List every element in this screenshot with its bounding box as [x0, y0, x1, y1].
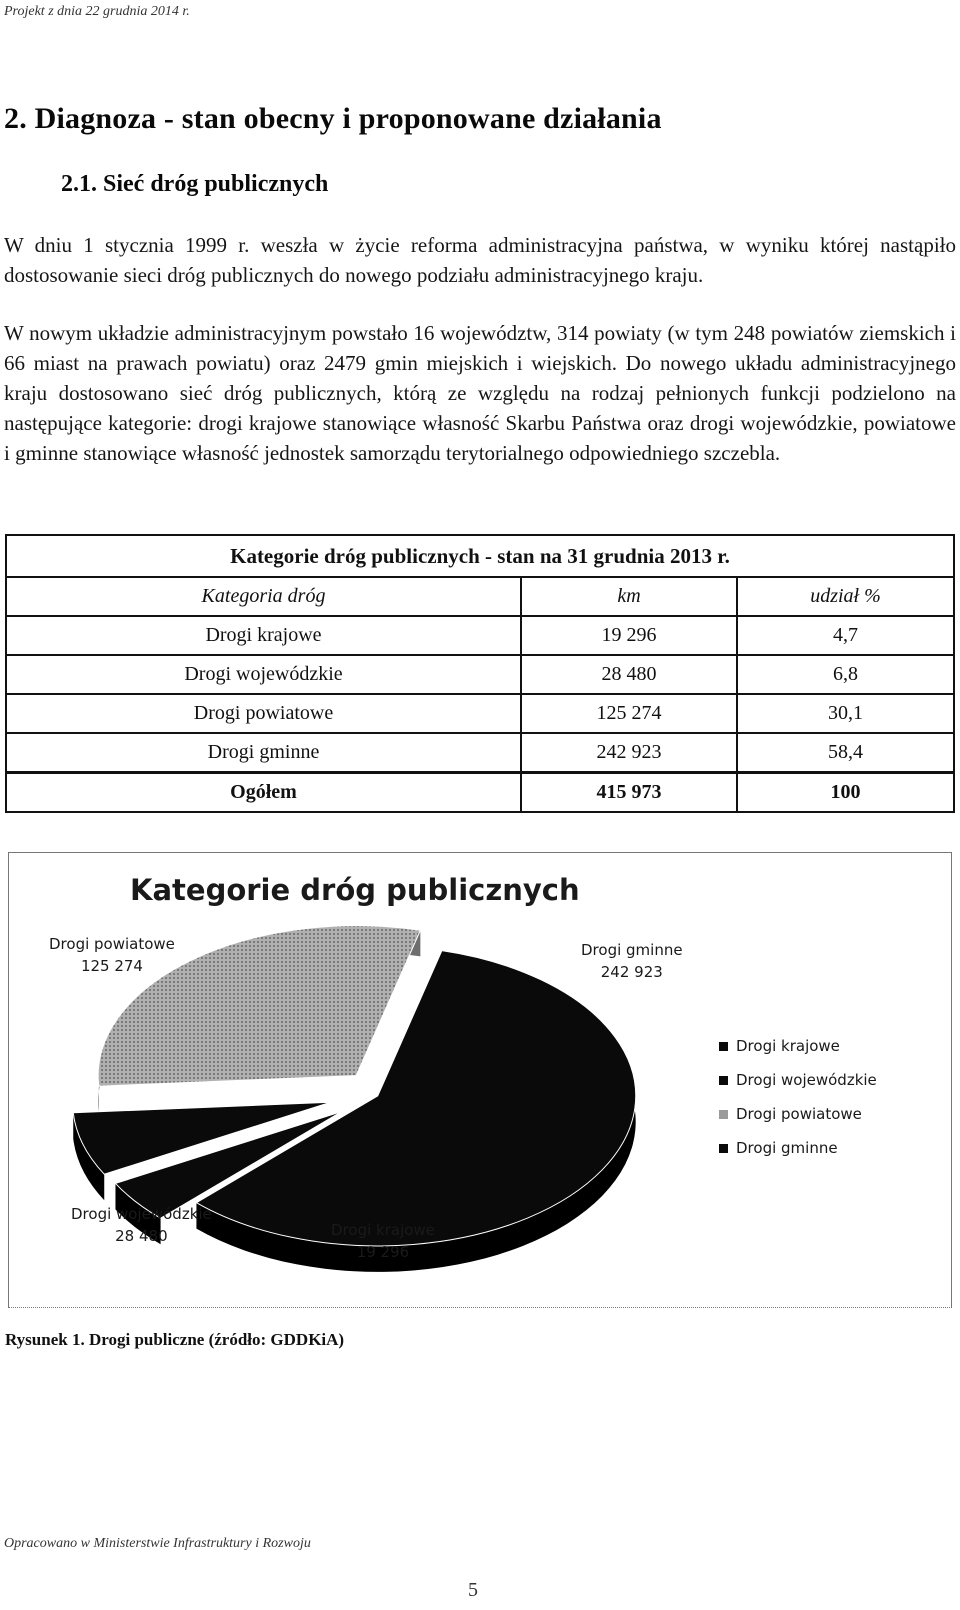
pie-label-value: 242 923 — [600, 963, 663, 981]
table-cell-share: 58,4 — [737, 733, 954, 773]
table-row — [6, 733, 954, 773]
figure-caption: Rysunek 1. Drogi publiczne (źródło: GDDKiA) — [5, 1330, 345, 1349]
legend-item — [719, 1097, 877, 1131]
legend-item — [719, 1131, 877, 1165]
table-cell-category: Drogi krajowe — [6, 616, 521, 655]
table-caption: Kategorie dróg publicznych - stan na 31 grudnia 2013 r. — [6, 535, 954, 577]
legend-swatch-icon — [719, 1076, 728, 1085]
table-cell-category: Drogi powiatowe — [6, 694, 521, 733]
chart-legend — [719, 1029, 877, 1165]
paragraph-administrative-division: W nowym układzie administracyjnym powstało 16 województw, 314 powiaty (w tym 248 powiatów ziemskich i 66 miast na prawach powiatu) oraz 2479 gmin miejskich i wiejskich. Do nowego układu administracyjnego kraju dostosowano sieć dróg publicznych, którą ze względu na rodzaj pełnionych funkcji podzielono na następujące kategorie: drogi krajowe stanowiące własność Skarbu Państwa oraz drogi wojewódzkie, powiatowe i gminne stanowiące własność jednostek samorządu terytorialnego odpowiedniego szczebla. — [4, 321, 956, 465]
pie-label-name: Drogi powiatowe — [49, 935, 175, 953]
legend-label: Drogi powiatowe — [736, 1105, 862, 1123]
legend-swatch-icon — [719, 1042, 728, 1051]
table-row — [6, 694, 954, 733]
pie-label-name: Drogi gminne — [581, 941, 683, 959]
table-cell-share: 6,8 — [737, 655, 954, 694]
table-header-category: Kategoria dróg — [6, 577, 521, 616]
section-heading: 2. Diagnoza - stan obecny i proponowane działania — [4, 102, 662, 135]
table-row — [6, 655, 954, 694]
legend-item — [719, 1029, 877, 1063]
pie-label-wojewodzkie — [71, 1203, 212, 1247]
pie-label-powiatowe — [49, 933, 175, 977]
table-cell-share: 30,1 — [737, 694, 954, 733]
table-cell-share: 4,7 — [737, 616, 954, 655]
table-header-row — [6, 577, 954, 616]
chart-title: Kategorie dróg publicznych — [130, 873, 580, 907]
pie-label-value: 19 296 — [356, 1243, 410, 1261]
legend-label: Drogi wojewódzkie — [736, 1071, 877, 1089]
table-cell-category: Drogi gminne — [6, 733, 521, 773]
page-header-note: Projekt z dnia 22 grudnia 2014 r. — [4, 4, 190, 19]
pie-chart-frame — [8, 852, 952, 1308]
pie-label-value: 125 274 — [80, 957, 143, 975]
table-total-row — [6, 773, 954, 813]
legend-swatch-icon — [719, 1110, 728, 1119]
road-categories-table — [5, 534, 955, 813]
legend-item — [719, 1063, 877, 1097]
table-row — [6, 616, 954, 655]
subsection-heading: 2.1. Sieć dróg publicznych — [61, 171, 329, 197]
table-total-label: Ogółem — [6, 773, 521, 813]
table-cell-km: 242 923 — [521, 733, 737, 773]
pie-label-krajowe — [331, 1219, 435, 1263]
page-number: 5 — [468, 1579, 478, 1601]
pie-label-value: 28 480 — [115, 1227, 168, 1245]
table-cell-km: 28 480 — [521, 655, 737, 694]
pie-label-gminne — [581, 939, 683, 983]
table-cell-km: 19 296 — [521, 616, 737, 655]
paragraph-reform: W dniu 1 stycznia 1999 r. weszła w życie reforma administracyjna państwa, w wyniku której nastąpiło dostosowanie sieci dróg publicznych do nowego podziału administracyjnego kraju. — [4, 233, 956, 287]
legend-label: Drogi krajowe — [736, 1037, 840, 1055]
table-header-km: km — [521, 577, 737, 616]
table-cell-category: Drogi wojewódzkie — [6, 655, 521, 694]
table-total-km: 415 973 — [521, 773, 737, 813]
table-cell-km: 125 274 — [521, 694, 737, 733]
pie-label-name: Drogi wojewódzkie — [71, 1205, 212, 1223]
pie-label-name: Drogi krajowe — [331, 1221, 435, 1239]
table-total-share: 100 — [737, 773, 954, 813]
legend-swatch-icon — [719, 1144, 728, 1153]
legend-label: Drogi gminne — [736, 1139, 838, 1157]
footer-note: Opracowano w Ministerstwie Infrastruktury i Rozwoju — [4, 1536, 311, 1551]
table-header-share: udział % — [737, 577, 954, 616]
